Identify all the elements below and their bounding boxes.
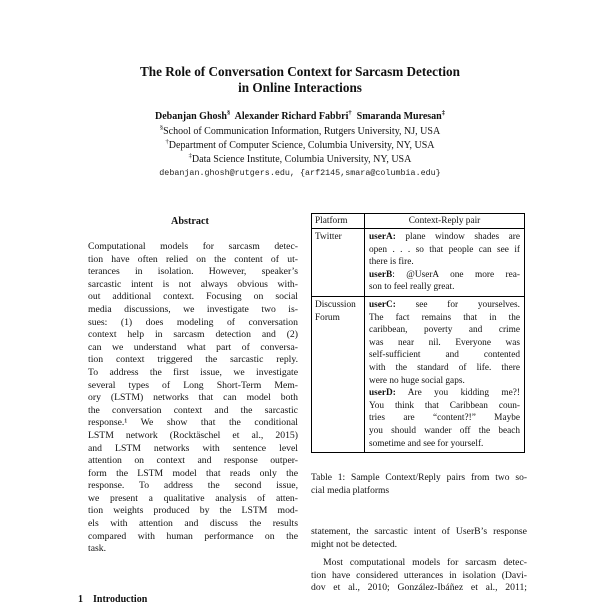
- body-line: Most computational models for sarcasm detec-: [323, 557, 527, 569]
- affiliation: [60, 125, 540, 138]
- author-name: Debanjan Ghosh: [155, 111, 227, 122]
- abstract-line: task.: [88, 543, 107, 555]
- context-text: Are you kidding me?!: [395, 388, 520, 399]
- abstract-line: media discussions, we investigate two is-: [88, 303, 298, 315]
- author-name: Alexander Richard Fabbri: [234, 111, 349, 122]
- abstract-line: form the LSTM model that reads only the: [88, 467, 298, 479]
- context-line: [369, 231, 520, 244]
- abstract-line: can we understand what part of conversa-: [88, 341, 298, 353]
- context-line: [369, 244, 520, 257]
- table-cell-context: [365, 297, 524, 452]
- context-line: [369, 375, 520, 388]
- context-text: sometime and see for yourself.: [369, 438, 484, 449]
- context-line: [369, 412, 520, 425]
- context-line: [369, 362, 520, 375]
- paper-title-line-2: in Online Interactions: [238, 80, 362, 95]
- context-line: [369, 400, 520, 413]
- abstract-line: compared with human performance on the: [88, 530, 298, 542]
- abstract-line: out additional context. Focusing on social: [88, 291, 298, 303]
- abstract-line: To address the first issue, we investigate: [88, 366, 298, 378]
- body-text: [311, 526, 527, 595]
- body-line: tion have considered utterances in isolation (Davi-: [311, 569, 527, 581]
- context-text: The fact remains that in the: [369, 312, 520, 323]
- context-line: [369, 425, 520, 438]
- abstract-line: sarcastic intent is not always obvious with-: [88, 278, 298, 290]
- context-text: tries are “content?!” Maybe: [369, 413, 520, 424]
- context-text: see for yourselves.: [395, 299, 520, 310]
- context-text: was near nil. Everyone was: [369, 337, 520, 348]
- context-line: [369, 281, 520, 294]
- context-line: [369, 299, 520, 312]
- affiliation-text: Department of Computer Science, Columbia University, NY, USA: [168, 140, 435, 151]
- paper-title-line-1: The Role of Conversation Context for Sarcasm Detection: [140, 64, 460, 79]
- user-handle: userC:: [369, 299, 396, 310]
- abstract-line: els with attention and discuss the results: [88, 518, 298, 530]
- context-text: son to feel really great.: [369, 282, 455, 293]
- affiliation-mark: †: [165, 138, 169, 146]
- author-emails: debanjan.ghosh@rutgers.edu, {arf2145,smara@columbia.edu}: [159, 168, 441, 178]
- user-handle: userD:: [369, 388, 396, 399]
- table-header-row: [312, 214, 524, 228]
- affiliation: [60, 153, 540, 166]
- author-name: Smaranda Muresan: [356, 111, 442, 122]
- platform-label: Twitter: [315, 232, 342, 242]
- platform-label: Discussion: [315, 299, 356, 310]
- abstract-line: response.¹ We show that the conditional: [88, 417, 298, 429]
- user-handle: userA:: [369, 232, 396, 242]
- abstract-line: tion weights produced by the LSTM mod-: [88, 505, 298, 517]
- abstract-line: sues: (1) does modeling of conversation: [88, 316, 298, 328]
- abstract-body: [88, 241, 298, 556]
- context-line: [369, 337, 520, 350]
- context-line: [369, 256, 520, 269]
- abstract-heading: Abstract: [171, 216, 209, 227]
- body-line: statement, the sarcastic intent of UserB’s response: [311, 526, 527, 537]
- abstract-line: response. To address the second issue,: [88, 480, 298, 492]
- abstract-line: tion context triggered the sarcastic reply.: [88, 354, 298, 366]
- author-list: [60, 111, 540, 122]
- abstract-line: Computational models for sarcasm detec-: [88, 241, 298, 252]
- abstract-line: LSTM network (Rocktäschel et al., 2015): [88, 429, 298, 441]
- context-reply-table: [311, 213, 525, 453]
- author-mark: ‡: [441, 109, 445, 117]
- abstract-line: ory (LSTM) networks that can model both: [88, 392, 298, 404]
- author-mark: †: [348, 109, 352, 117]
- abstract-line: attention on context and response outper-: [88, 455, 298, 467]
- context-line: [369, 438, 520, 451]
- context-text: self-sufficient and contented: [369, 350, 520, 361]
- user-handle: userB: [369, 269, 393, 280]
- section-number: 1: [78, 594, 83, 605]
- platform-label: Forum: [315, 312, 340, 323]
- affiliation-mark: ‡: [188, 152, 192, 160]
- context-line: [369, 324, 520, 337]
- context-text: : @UserA one more rea-: [392, 269, 520, 280]
- table-row: [312, 228, 524, 296]
- table-row: [312, 296, 524, 452]
- table-header-context: Context-Reply pair: [408, 216, 481, 226]
- context-line: [369, 349, 520, 362]
- table-caption: [311, 472, 527, 497]
- table-cell-context: [365, 229, 524, 296]
- abstract-line: the conversation context and the sarcastic: [88, 404, 298, 416]
- context-text: caribbean, poverty and crime: [369, 325, 520, 336]
- table-body: [312, 228, 524, 452]
- context-line: [369, 312, 520, 325]
- table-cell-platform: [312, 297, 365, 452]
- affiliation-text: Data Science Institute, Columbia University, NY, USA: [191, 154, 412, 165]
- affiliation-mark: §: [159, 124, 164, 132]
- table-header-platform: Platform: [312, 214, 365, 228]
- context-text: you should wander off the beach: [369, 425, 520, 436]
- context-text: there is fire.: [369, 257, 414, 268]
- table-cell-platform: [312, 229, 365, 296]
- abstract-line: terances in isolation. However, speaker’s: [88, 266, 298, 278]
- context-line: [369, 387, 520, 400]
- context-text: plane window shades are: [395, 232, 520, 242]
- context-line: [369, 269, 520, 282]
- context-text: were no huge social gaps.: [369, 375, 465, 386]
- abstract-line: tion have often relied on the content of ut-: [88, 253, 298, 265]
- affiliation-text: School of Communication Information, Rutgers University, NJ, USA: [163, 126, 441, 137]
- caption-line: Table 1: Sample Context/Reply pairs from two so-: [311, 473, 527, 483]
- affiliation: [60, 139, 540, 152]
- abstract-line: context help in sarcasm detection and (2): [88, 329, 298, 341]
- context-text: You think that Caribbean coun-: [369, 400, 520, 411]
- context-text: open . . . so that people can see if: [369, 244, 520, 255]
- context-text: with the standard of life. there: [369, 362, 520, 373]
- body-line: dov et al., 2010; González-Ibáñez et al., 2011;: [311, 582, 527, 594]
- abstract-line: we present a qualitative analysis of atten-: [88, 492, 298, 504]
- section-title: Introduction: [93, 594, 148, 605]
- abstract-line: several types of Long Short-Term Mem-: [88, 379, 298, 391]
- body-line: might not be detected.: [311, 538, 398, 550]
- caption-line: cial media platforms: [311, 485, 390, 496]
- author-mark: §: [226, 109, 231, 117]
- abstract-line: and LSTM networks with sentence level: [88, 442, 298, 454]
